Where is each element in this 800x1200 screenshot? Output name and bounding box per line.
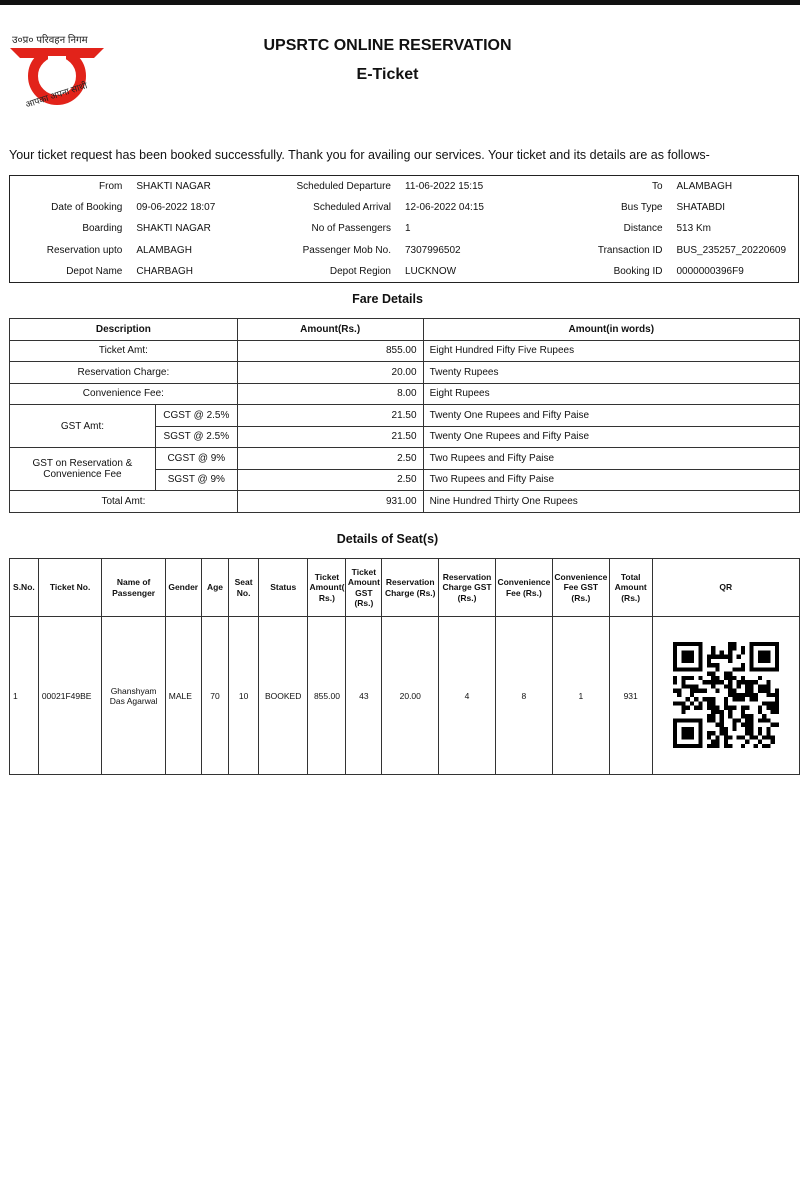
fare-gst-res-label: GST on Reservation & Convenience Fee — [10, 448, 156, 491]
seat-col-seat: Seat No. — [229, 559, 259, 617]
fare-row-gst-res-cgst — [10, 448, 800, 470]
info-value: 1 — [405, 223, 411, 235]
info-row — [10, 240, 799, 261]
info-label: Boarding — [82, 223, 123, 235]
fare-header-row — [10, 319, 800, 341]
info-label: To — [651, 180, 663, 192]
fare-row-gst-cgst — [10, 405, 800, 427]
fare-sublabel: SGST @ 2.5% — [155, 426, 237, 448]
fare-amount: 931.00 — [237, 491, 423, 513]
seat-age: 70 — [201, 617, 229, 775]
fare-amount: 21.50 — [237, 426, 423, 448]
info-value: 09-06-2022 18:07 — [136, 202, 216, 214]
info-value: ALAMBAGH — [676, 180, 733, 192]
seat-col-name: Name of Passenger — [102, 559, 165, 617]
info-value: 0000000396F9 — [676, 266, 744, 278]
fare-gst-label: GST Amt: — [10, 405, 156, 448]
info-row — [10, 176, 799, 197]
fare-amount: 855.00 — [237, 340, 423, 362]
fare-amount: 2.50 — [237, 448, 423, 470]
seat-status: BOOKED — [258, 617, 308, 775]
fare-words: Eight Hundred Fifty Five Rupees — [423, 340, 799, 362]
info-value: SHAKTI NAGAR — [136, 180, 211, 192]
fare-amount: 2.50 — [237, 469, 423, 491]
top-border — [0, 0, 800, 5]
fare-row-convenience — [10, 383, 800, 405]
seat-col-ticket-gst: Ticket Amount GST (Rs.) — [346, 559, 382, 617]
fare-words: Two Rupees and Fifty Paise — [423, 469, 799, 491]
seat-col-conv-gst: Convenience Fee GST (Rs.) — [552, 559, 609, 617]
fare-col-amount: Amount(Rs.) — [237, 319, 423, 341]
info-value: ALAMBAGH — [136, 244, 192, 256]
info-value: 7307996502 — [405, 244, 461, 256]
intro-text: Your ticket request has been booked successfully. Thank you for availing our services. Your ticket and its details are as follows- — [9, 148, 710, 162]
seat-conv-gst: 1 — [552, 617, 609, 775]
fare-sublabel: SGST @ 9% — [155, 469, 237, 491]
info-value: 11-06-2022 15:15 — [405, 180, 484, 192]
seat-details-table — [9, 558, 800, 775]
info-label: Bus Type — [620, 202, 663, 214]
info-row — [10, 261, 799, 282]
fare-words: Nine Hundred Thirty One Rupees — [423, 491, 799, 513]
fare-label: Reservation Charge: — [10, 362, 238, 384]
seat-col-total: Total Amount (Rs.) — [609, 559, 652, 617]
seat-details-heading: Details of Seat(s) — [336, 532, 439, 546]
journey-info-table — [9, 175, 799, 283]
info-label: Scheduled Arrival — [313, 202, 391, 214]
info-label: Reservation upto — [46, 244, 123, 256]
info-label: Depot Region — [329, 266, 391, 278]
info-value: SHATABDI — [676, 202, 726, 214]
fare-words: Eight Rupees — [423, 383, 799, 405]
info-label: Scheduled Departure — [296, 180, 391, 192]
fare-label: Ticket Amt: — [10, 340, 238, 362]
info-value: LUCKNOW — [405, 266, 457, 278]
fare-amount: 8.00 — [237, 383, 423, 405]
info-label: Date of Booking — [51, 202, 123, 214]
seat-col-conv-fee: Convenience Fee (Rs.) — [495, 559, 552, 617]
info-label: From — [99, 180, 123, 192]
seat-ticket-amount: 855.00 — [308, 617, 346, 775]
fare-label: Total Amt: — [10, 491, 238, 513]
info-value: BUS_235257_20220609 — [676, 244, 787, 256]
qr-code-icon — [673, 642, 779, 748]
fare-details-table — [9, 318, 800, 513]
seat-col-status: Status — [258, 559, 308, 617]
seat-col-res-gst: Reservation Charge GST (Rs.) — [439, 559, 496, 617]
info-label: No of Passengers — [311, 223, 391, 235]
seat-col-age: Age — [201, 559, 229, 617]
fare-words: Twenty Rupees — [423, 362, 799, 384]
info-value: 513 Km — [676, 223, 711, 235]
info-label: Depot Name — [66, 266, 123, 278]
info-label: Booking ID — [613, 266, 663, 278]
info-label: Passenger Mob No. — [302, 244, 391, 256]
info-label: Transaction ID — [597, 244, 663, 256]
seat-ticket-no: 00021F49BE — [38, 617, 102, 775]
seat-sno: 1 — [10, 617, 39, 775]
fare-sublabel: CGST @ 9% — [155, 448, 237, 470]
table-row — [10, 617, 800, 775]
fare-row-reservation — [10, 362, 800, 384]
info-label: Distance — [623, 223, 663, 235]
info-row — [10, 197, 799, 218]
fare-label: Convenience Fee: — [10, 383, 238, 405]
fare-amount: 21.50 — [237, 405, 423, 427]
fare-col-words: Amount(in words) — [423, 319, 799, 341]
page-title: UPSRTC ONLINE RESERVATION — [263, 37, 512, 54]
seat-res-charge: 20.00 — [382, 617, 439, 775]
seat-res-gst: 4 — [439, 617, 496, 775]
fare-sublabel: CGST @ 2.5% — [155, 405, 237, 427]
seat-col-sno: S.No. — [10, 559, 39, 617]
seat-conv-fee: 8 — [495, 617, 552, 775]
seat-col-ticket-no: Ticket No. — [38, 559, 102, 617]
seat-number: 10 — [229, 617, 259, 775]
seat-gender: MALE — [165, 617, 201, 775]
info-value: SHAKTI NAGAR — [136, 223, 211, 235]
seat-ticket-gst: 43 — [346, 617, 382, 775]
fare-row-total — [10, 491, 800, 513]
logo-hindi-tagline: आपका अपना साथी — [24, 80, 89, 110]
seat-header-row — [10, 559, 800, 617]
page-subtitle: E-Ticket — [356, 66, 419, 83]
seat-qr-cell — [652, 617, 800, 775]
seat-passenger-name: Ghanshyam Das Agarwal — [102, 617, 165, 775]
logo-hindi-top-text: उ०प्र० परिवहन निगम — [12, 35, 88, 46]
info-value: CHARBAGH — [136, 266, 194, 278]
seat-col-res-charge: Reservation Charge (Rs.) — [382, 559, 439, 617]
info-row — [10, 218, 799, 239]
seat-total: 931 — [609, 617, 652, 775]
info-value: 12-06-2022 04:15 — [405, 202, 484, 214]
fare-words: Twenty One Rupees and Fifty Paise — [423, 405, 799, 427]
seat-col-gender: Gender — [165, 559, 201, 617]
fare-amount: 20.00 — [237, 362, 423, 384]
fare-words: Twenty One Rupees and Fifty Paise — [423, 426, 799, 448]
fare-col-description: Description — [10, 319, 238, 341]
fare-words: Two Rupees and Fifty Paise — [423, 448, 799, 470]
fare-row-ticket — [10, 340, 800, 362]
seat-col-qr: QR — [652, 559, 800, 617]
seat-col-ticket-amount: Ticket Amount( Rs.) — [308, 559, 346, 617]
fare-details-heading: Fare Details — [352, 292, 423, 306]
